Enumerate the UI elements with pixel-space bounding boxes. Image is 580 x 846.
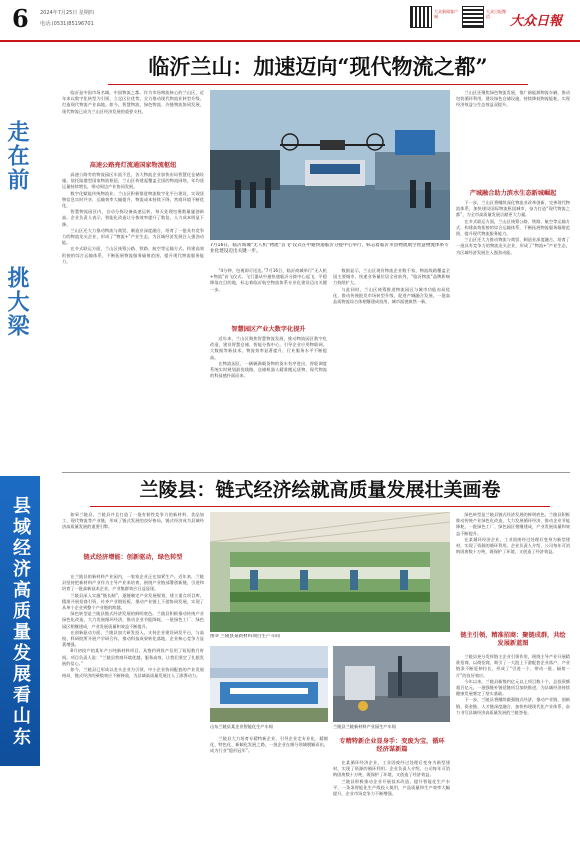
article1-col4-body bbox=[456, 200, 570, 462]
article1-para-11: 兰山区还聚焦绿色物流发展，推广新能源物流车辆，推动包装循环利用，建设绿色仓储设施，持续降低物流能耗，实现经济效益与生态效益双提升。 bbox=[456, 90, 570, 108]
article2-colC-body bbox=[333, 760, 450, 838]
article2-lead-block bbox=[62, 512, 204, 550]
article1-lead: 临沂是中国市场名城，中国物流之都。作为市场物流核心的兰山区，近年来以数字化转型为引领，立足区位优势，全力推动现代物流业转型升级，打造现代物流产业高地。如今，智慧物流、绿色物流、冷链物流协同发展，现代物流已成为兰山区经济发展的重要支柱。 bbox=[62, 90, 204, 114]
article1-para-1: 高速公路旁的物流园区车流不息，各大物流企业加快布局智慧化仓储设施。依托陆港型国家物流枢纽，兰山区构建起覆盖全国的物流网络，年均货运量持续增长，带动周边产业协同发展。 bbox=[62, 172, 204, 190]
article1-col1-top bbox=[62, 90, 204, 154]
drone-photo bbox=[210, 90, 450, 240]
article2-para-2: 兰陵县深入实施“链长制”，逐链制定产业发展规划，建立重点项目库，精准开展招商引资，补齐产业链短板，推动产业链上下游协同发展，实现了从单个企业到整个产业链的跨越。 bbox=[62, 592, 204, 611]
article2-para-8: 在某循环经济企业，工业固废经过处理后变身为新型建材，实现了资源的循环利用。企业负责人介绍，公司每年可消纳固废数十万吨，既保护了环境，又创造了经济效益。 bbox=[333, 760, 450, 778]
article2-subhead-1: 链式经济增能：创新驱动，绿色转型 bbox=[83, 554, 183, 561]
article1-para-7: 近年来，兰山区聚焦智慧物流发展，推动物流园区数字化改造，建设智慧仓储、智能分拣中心，引导企业应用物联网、大数据等新技术，物流效率显著提升，行业服务水平不断提高。 bbox=[210, 336, 327, 360]
article2-colB-body bbox=[210, 736, 328, 838]
article1-col3-body bbox=[333, 268, 450, 462]
article2-colD-body bbox=[456, 654, 570, 838]
article1-col1-body bbox=[62, 172, 204, 462]
article2-colA-body bbox=[62, 574, 204, 838]
article2-subhead-2: 专精特新企业显身手：变废为宝，循环经济谋新篇 bbox=[339, 738, 445, 753]
brand-logo: 大众日報 bbox=[510, 14, 563, 29]
date-line: 2024年7月25日 星期四 bbox=[40, 10, 94, 16]
side-banner-top bbox=[0, 106, 40, 406]
article2-para-9: 兰陵县积极推动企业开展技术改造，提升智能化生产水平，一条条智能化生产线投入使用，产品质量和生产效率大幅提升，企业市场竞争力不断增强。 bbox=[333, 778, 450, 797]
article1-col4-top bbox=[456, 90, 570, 182]
article1-subhead-2: 智慧园区产业大数字化提升 bbox=[231, 326, 306, 333]
title2-rule bbox=[90, 506, 550, 507]
factory-photo-2-caption: 山东兰陵县某企业智能化生产车间 bbox=[210, 724, 273, 729]
article1-para-5: 在多式联运方面，兰山区统筹公路、铁路、航空等运输方式，构建高效衔接的综合运输体系，不断拓展物流服务辐射范围，提升现代物流服务能力。 bbox=[62, 246, 204, 264]
article1-para-12: 下一步，兰山区将继续深化物流业改革创新，完善现代物流体系，加快建设国际物流枢纽城市，奋力打造“现代物流之都”，为全市高质量发展贡献更大力量。 bbox=[456, 200, 570, 218]
factory-photo-3-caption: 兰陵县兰陵新材料产业园生产车间 bbox=[333, 724, 396, 729]
side-slogan-1: 走在前 bbox=[4, 120, 30, 192]
qr-code-1[interactable] bbox=[410, 6, 432, 28]
qr-code-2[interactable] bbox=[462, 6, 484, 28]
article1-para-4: 兰山区还大力推动物流与商贸、制造业深度融合，培育了一批具有竞争力的物流龙头企业，形成了“物流+”产业生态，为区域经济发展注入强劲动能。 bbox=[62, 227, 204, 246]
article2-para-9b: 绿色转型是兰陵县链式经济发展的鲜明底色。兰陵县积极推动传统产业绿色化改造，大力发展循环经济，推动企业节能降耗，一批绿色工厂、绿色园区相继建成，产业发展质量和效益不断提升。 bbox=[456, 512, 570, 536]
article2-para-12: 下一步，兰陵县将继续做强链式经济，推动产业链、创新链、资金链、人才链深度融合，加快构建现代化产业体系，奋力书写县域经济高质量发展的兰陵答卷。 bbox=[456, 697, 570, 715]
drone-photo-caption: 7月16日，临沂商城“无人机”物流“首飞”仪式在中通快递临沂分拨中心举行，标志着临沂市县物流航空智慧物流体系专业化建设迈出关键一步。 bbox=[210, 243, 449, 255]
factory-photo-2 bbox=[210, 646, 328, 722]
article1-col2-body bbox=[210, 268, 327, 316]
article2-para-10: 兰陵县充分发挥链主企业引领作用，围绕主导产业开展精准招商、以商招商，吸引了一大批上下游配套企业落户，产业链条不断延伸拉长，形成了“引进一个、带动一批、辐射一片”的良好效应。 bbox=[456, 654, 570, 678]
article1-para-10: 与此同时，兰山区统筹推进物流园区与城市功能布局优化，推动传统批发市场转型升级，促进产城融合发展。一批高品质物流综合体相继建成投用，城市面貌焕然一新。 bbox=[333, 286, 450, 305]
article2-title: 兰陵县：链式经济绘就高质量发展壮美画卷 bbox=[139, 479, 501, 501]
article1-para-3: 智慧物流园区内，自动分拣设备高速运转，每天处理包裹数量屡创新高。企业负责人表示，智能化改造让分拣效率提升了数倍，人力成本明显下降。 bbox=[62, 209, 204, 227]
article1-para-4b: 兰山区还大力推动物流与商贸、制造业深度融合，培育了一批具有竞争力的物流龙头企业，形成了“物流+”产业生态，为区域经济发展注入强劲动能。 bbox=[456, 237, 570, 255]
article1-subhead-1: 高速公路亮灯流通国家物流枢纽 bbox=[89, 162, 177, 169]
article2-subhead-3: 链主引领，精准招商：聚链成群，共绘发展新蓝图 bbox=[460, 632, 566, 647]
article1-para-6: “4分钟，包裹即可送达。”7月16日，临沂商城举行“无人机+物流”首飞仪式，飞行器从中通快递临沂分拨中心起飞，平稳降落在目的地，标志着临沂航空物流体系专业化建设迈出关键一步。 bbox=[210, 268, 327, 292]
qr1-label: 大众新闻客户端 bbox=[434, 9, 458, 19]
article2-para-4: 在创新驱动方面，兰陵县加大研发投入，支持企业建设研发平台，与高校、科研院所开展产学研合作，推动科技成果转化落地，企业核心竞争力显著增强。 bbox=[62, 629, 204, 648]
article1-subhead-3: 产城融合助力滨水生态新城崛起 bbox=[469, 190, 557, 197]
article2-para-6: 如今，兰陵县已形成以龙头企业为引领、中小企业协同配套的产业发展格局，链式经济的乘数效应不断释放，为县域高质量发展注入了澎湃动力。 bbox=[62, 667, 204, 679]
qr2-label: 大众日报微信 bbox=[486, 9, 506, 19]
article2-para-11: 今年以来，兰陵县新签约亿元以上项目数十个，总投资额超百亿元，一批强链补链延链项目加快推进，为县域经济持续健康发展奠定了坚实基础。 bbox=[456, 678, 570, 697]
article2-para-7: 兰陵县大力培育专精特新企业，引导企业走专业化、精细化、特色化、新颖化发展之路，一批企业在细分领域脱颖而出，成为行业“隐形冠军”。 bbox=[210, 736, 328, 754]
article1-para-8: 在物流园区，一辆辆满载货物的货车有序进出，智能调度系统实时规划最优线路，仓储机器人精准搬运货物，现代物流的科技感扑面而来。 bbox=[210, 360, 327, 379]
editor-line: 电话:(0531)85196701 bbox=[40, 21, 94, 27]
article2-para-1: 在兰陵县的新材料产业园内，一家家企业正在加紧生产。近年来，兰陵县坚持把新材料产业作为主导产业来培育，围绕产业链部署创新链，引进和培育了一批高新技术企业，产业集群效应日益显现。 bbox=[62, 574, 204, 592]
side-theme-text: 县域经济高质量发展看山东 bbox=[10, 496, 31, 748]
side-slogan-2: 挑大梁 bbox=[4, 266, 30, 338]
article1-para-9: 数据显示，兰山区现有物流企业数千家，物流线路覆盖全国主要城市，快递业务量位居全省前列，“临沂物流”品牌影响力持续扩大。 bbox=[333, 268, 450, 286]
article1-col2-body-2 bbox=[210, 336, 327, 462]
side-banner-theme bbox=[0, 476, 40, 766]
factory-photo-1 bbox=[210, 512, 450, 632]
article2-para-5: 8月初投产的某年产万吨新材料项目，从签约到投产仅用了短短数月时间。项目负责人说：“兰陵县营商环境优越，服务高效，让我们坚定了扎根发展的信心。” bbox=[62, 648, 204, 666]
factory-photo-1-caption: 图③ 兰陵县某新材料项目生产车间 bbox=[210, 634, 280, 639]
article2-para-8b: 在某循环经济企业，工业固废经过处理后变身为新型建材，实现了资源的循环利用。企业负责人介绍，公司每年可消纳固废数十万吨，既保护了环境，又创造了经济效益。 bbox=[456, 536, 570, 555]
factory-photo-3 bbox=[333, 646, 450, 722]
article1-title: 临沂兰山：加速迈向“现代物流之都” bbox=[148, 54, 488, 79]
article1-para-2: 数字化赋能传统物流业。兰山区积极推进物流数字化平台建设，实现货物信息实时共享，运输效率大幅提升，物流成本持续下降，营商环境不断优化。 bbox=[62, 190, 204, 209]
article2-lead: 如皋兰陵县，兰陵县并且打造了一批有韧性竞争力的新材料、食品加工、现代物流等产业链，形成了链式发展的良好格局，链式经济成为县域经济高质量发展的重要引擎。 bbox=[62, 512, 204, 530]
article2-top-rule bbox=[62, 472, 570, 473]
page-number: 6 bbox=[12, 4, 29, 33]
article2-para-3: 绿色转型是兰陵县链式经济发展的鲜明底色。兰陵县积极推动传统产业绿色化改造，大力发展循环经济，推动企业节能降耗，一批绿色工厂、绿色园区相继建成，产业发展质量和效益不断提升。 bbox=[62, 611, 204, 629]
article2-colD-top bbox=[456, 512, 570, 628]
article1-para-5b: 在多式联运方面，兰山区统筹公路、铁路、航空等运输方式，构建高效衔接的综合运输体系，不断拓展物流服务辐射范围，提升现代物流服务能力。 bbox=[456, 218, 570, 237]
title1-rule bbox=[108, 84, 528, 85]
masthead bbox=[0, 0, 580, 42]
